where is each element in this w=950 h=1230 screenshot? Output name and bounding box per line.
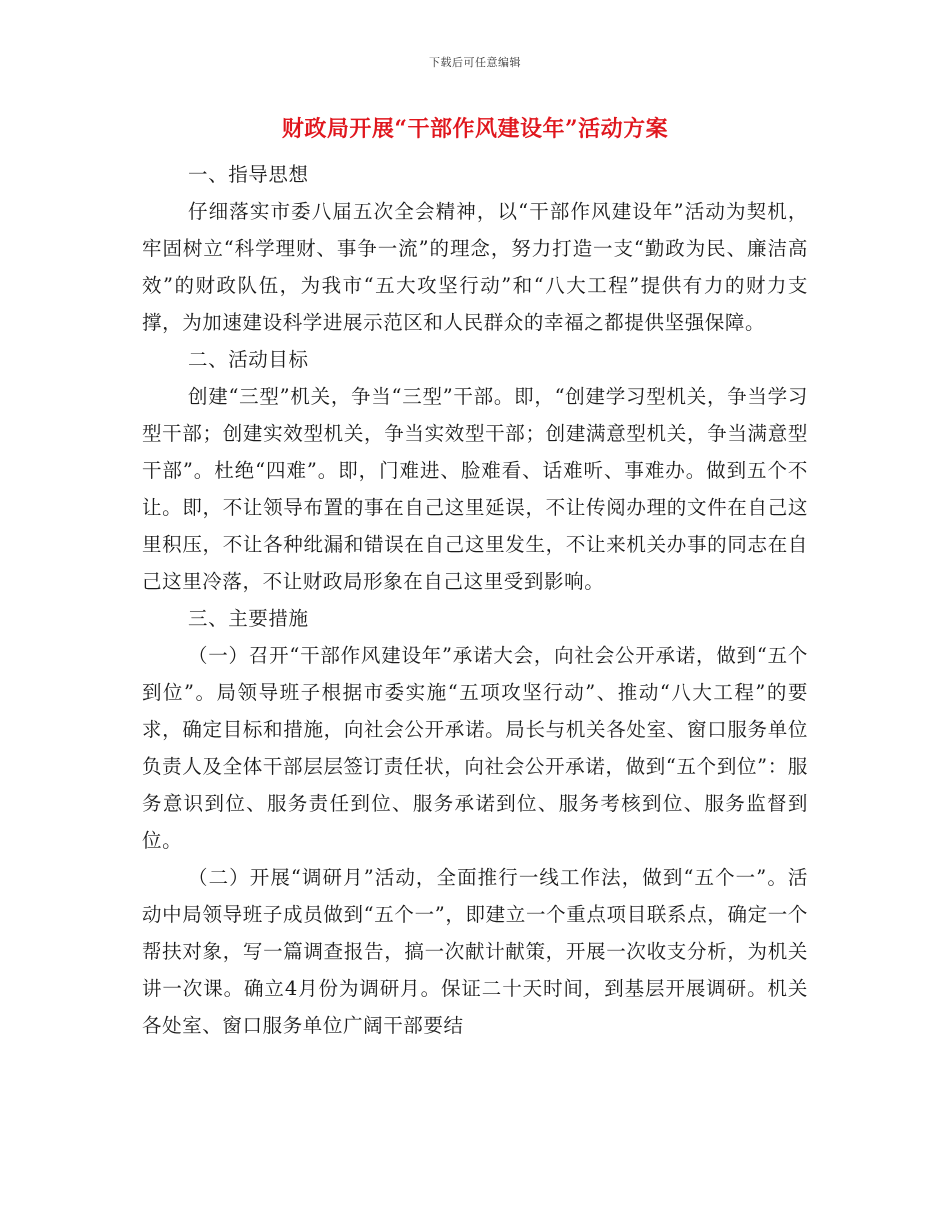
section-heading-measures: 三、主要措施 [188, 607, 309, 630]
paragraph-goals: 创建“三型”机关，争当“三型”干部。即，“创建学习型机关，争当学习型干部；创建实效型机关，争当实效型干部；创建满意型机关，争当满意型干部”。杜绝“四难”。即，门难进、脸难看、话难听、事难办。做到五个不让。即，不让领导布置的事在自己这里延误，不让传阅办理的文件在自己这里积压，不让各种纰漏和错误在自己这里发生，不让来机关办事的同志在自己这里冷落，不让财政局形象在自己这里受到影响。 [142, 385, 808, 593]
header-note: 下载后可任意编辑 [429, 56, 521, 69]
paragraph-measure-2: （二）开展“调研月”活动，全面推行一线工作法，做到“五个一”。活动中局领导班子成员做到“五个一”，即建立一个重点项目联系点，确定一个帮扶对象，写一篇调查报告，搞一次献计献策，开展一次收支分析，为机关讲一次课。确立4月份为调研月。保证二十天时间，到基层开展调研。机关各处室、窗口服务单位广阔干部要结 [142, 866, 808, 1037]
section-heading-guiding: 一、指导思想 [188, 163, 309, 186]
paragraph-guiding: 仔细落实市委八届五次全会精神，以“干部作风建设年”活动为契机，牢固树立“科学理财、事争一流”的理念，努力打造一支“勤政为民、廉洁高效”的财政队伍，为我市“五大攻坚行动”和“八大工程”提供有力的财力支撑，为加速建设科学进展示范区和人民群众的幸福之都提供坚强保障。 [142, 200, 808, 334]
document-title: 财政局开展“干部作风建设年”活动方案 [281, 116, 669, 142]
paragraph-measure-1: （一）召开“干部作风建设年”承诺大会，向社会公开承诺，做到“五个到位”。局领导班子根据市委实施“五项攻坚行动”、推动“八大工程”的要求，确定目标和措施，向社会公开承诺。局长与机关各处室、窗口服务单位负责人及全体干部层层签订责任状，向社会公开承诺，做到“五个到位”：服务意识到位、服务责任到位、服务承诺到位、服务考核到位、服务监督到位。 [142, 644, 808, 852]
document-body [142, 156, 808, 1044]
section-heading-goals: 二、活动目标 [188, 348, 309, 371]
